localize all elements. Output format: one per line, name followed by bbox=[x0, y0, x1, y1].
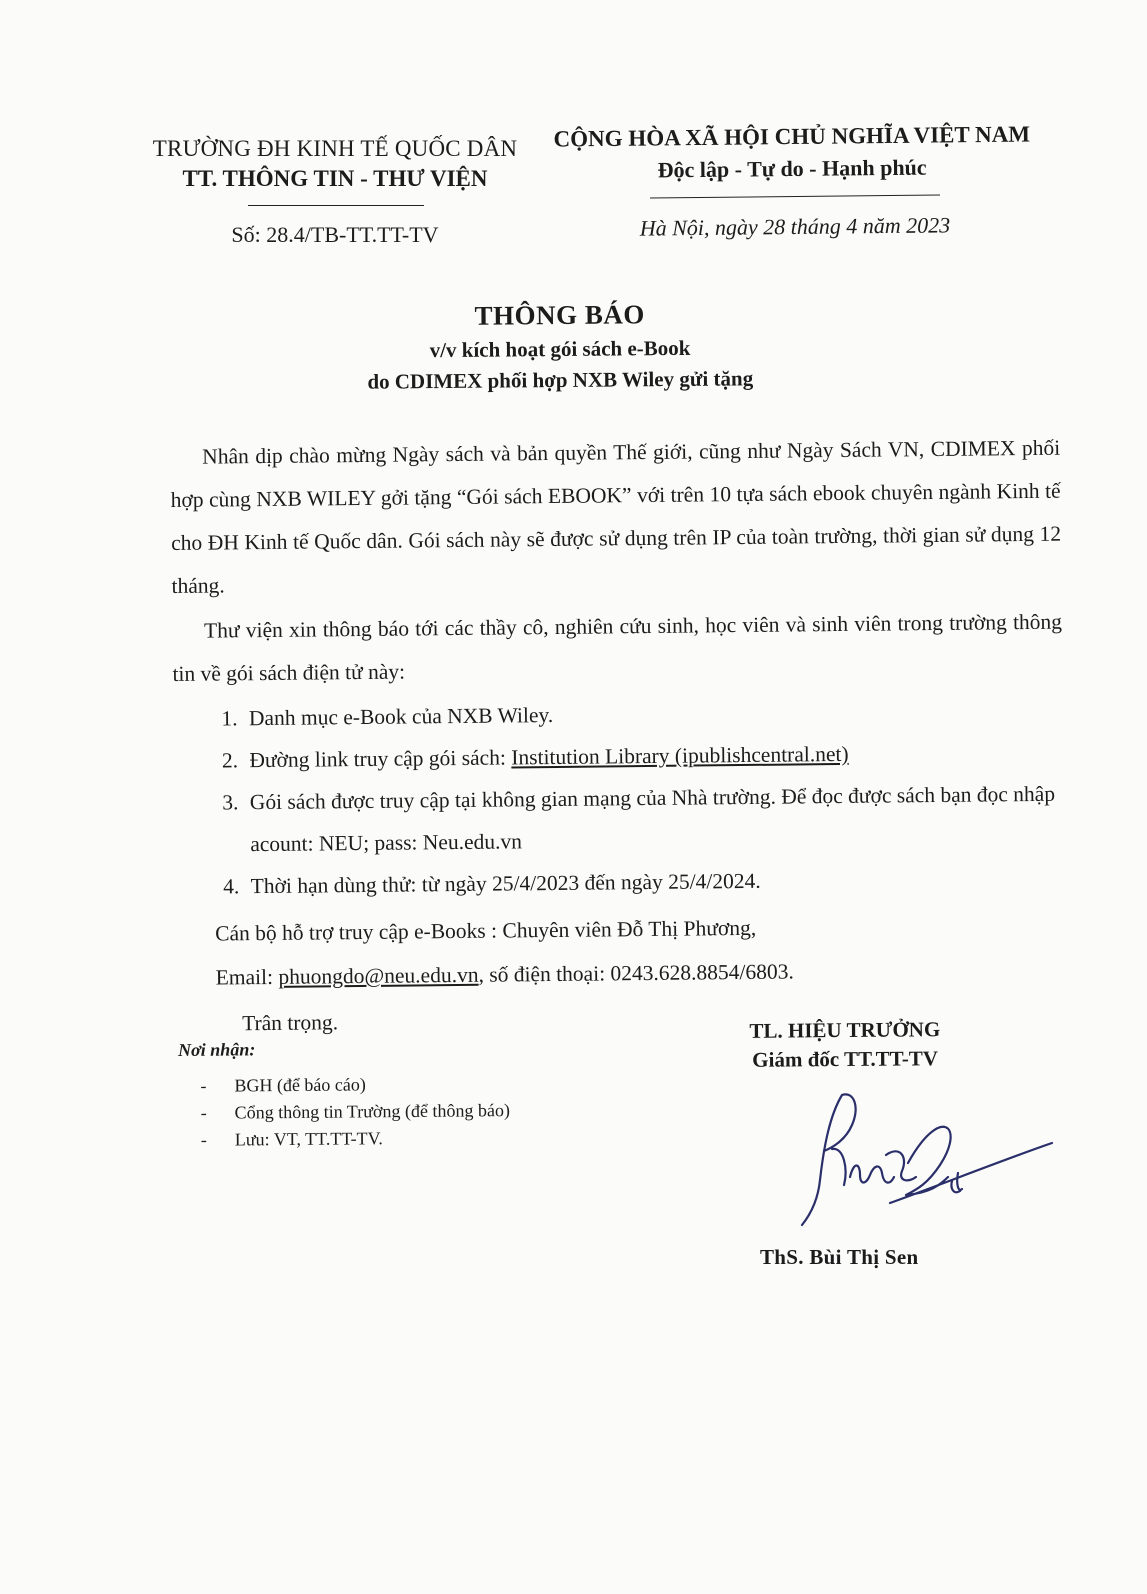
info-list bbox=[173, 689, 1065, 908]
issuing-unit: TT. THÔNG TIN - THƯ VIỆN bbox=[182, 166, 488, 191]
list-item bbox=[244, 773, 1065, 866]
support-line: Cán bộ hỗ trợ truy cập e-Books : Chuyên viên Đỗ Thị Phương, bbox=[215, 915, 757, 946]
issue-date: Hà Nội, ngày 28 tháng 4 năm 2023 bbox=[639, 212, 951, 241]
access-link[interactable]: Institution Library (ipublishcentral.net) bbox=[511, 741, 849, 770]
notice-title: THÔNG BÁO bbox=[474, 299, 645, 331]
national-title: CỘNG HÒA XÃ HỘI CHỦ NGHĨA VIỆT NAM bbox=[553, 121, 1031, 152]
recipients-list bbox=[178, 1070, 510, 1154]
support-contact bbox=[175, 903, 1066, 1000]
notice-subject-line-2: do CDIMEX phối hợp NXB Wiley gửi tặng bbox=[367, 366, 754, 394]
closing-line: Trân trọng. bbox=[242, 1010, 339, 1036]
list-item: - Lưu: VT, TT.TT-TV. bbox=[235, 1124, 511, 1153]
signer-name: ThS. Bùi Thị Sen bbox=[760, 1245, 919, 1269]
announcement-paragraph: Thư viện xin thông báo tới các thầy cô, nghiên cứu sinh, học viên và sinh viên trong trường thông tin về gói sách điện tử này: bbox=[172, 609, 1063, 686]
list-item-text: Thời hạn dùng thử: từ ngày 25/4/2023 đến ngày 25/4/2024. bbox=[250, 868, 761, 899]
signature-title-block bbox=[720, 1017, 970, 1073]
list-item: - Cổng thông tin Trường (để thông báo) bbox=[235, 1097, 511, 1126]
signatory-position: Giám đốc TT.TT-TV bbox=[752, 1046, 939, 1072]
list-item-text: Đường link truy cập gói sách: bbox=[249, 745, 512, 773]
list-item-text: Gói sách được truy cập tại không gian mạng của Nhà trường. Để đọc được sách bạn đọc nhập acount: NEU; pass: Neu.edu.vn bbox=[249, 781, 1056, 857]
recipients-block bbox=[178, 1037, 510, 1154]
handwritten-signature bbox=[790, 1085, 1060, 1235]
list-item-text: Danh mục e-Book của NXB Wiley. bbox=[248, 703, 554, 731]
motto-underline bbox=[650, 194, 940, 198]
issuer-header bbox=[150, 136, 520, 192]
parent-organization: TRƯỜNG ĐH KINH TẾ QUỐC DÂN bbox=[152, 136, 518, 161]
recipients-label: Nơi nhận: bbox=[178, 1039, 256, 1060]
email-link[interactable]: phuongdo@neu.edu.vn bbox=[278, 962, 479, 989]
notice-title-block bbox=[300, 298, 821, 396]
notice-subject-line-1: v/v kích hoạt gói sách e-Book bbox=[429, 335, 691, 363]
list-item: - BGH (để báo cáo) bbox=[234, 1070, 510, 1099]
notice-body bbox=[170, 427, 1066, 1048]
email-label: Email: bbox=[215, 964, 279, 990]
national-header bbox=[542, 121, 1043, 184]
list-item bbox=[244, 857, 1064, 908]
intro-paragraph: Nhân dịp chào mừng Ngày sách và bản quyền Thế giới, cũng như Ngày Sách VN, CDIMEX phối hợp cùng NXB WILEY gởi tặng “Gói sách EBOOK” với trên 10 tựa sách ebook chuyên ngành Kinh tế cho ĐH Kinh tế Quốc dân. Gói sách này sẽ được sử dụng trên IP của toàn trường, thời gian sử dụng 12 tháng. bbox=[170, 435, 1062, 598]
phone-text: , số điện thoại: 0243.628.8854/6803. bbox=[478, 959, 794, 987]
issuer-underline bbox=[248, 205, 424, 206]
document-number: Số: 28.4/TB-TT.TT-TV bbox=[231, 222, 439, 247]
signatory-authority: TL. HIỆU TRƯỞNG bbox=[749, 1017, 941, 1043]
national-motto: Độc lập - Tự do - Hạnh phúc bbox=[657, 154, 927, 183]
